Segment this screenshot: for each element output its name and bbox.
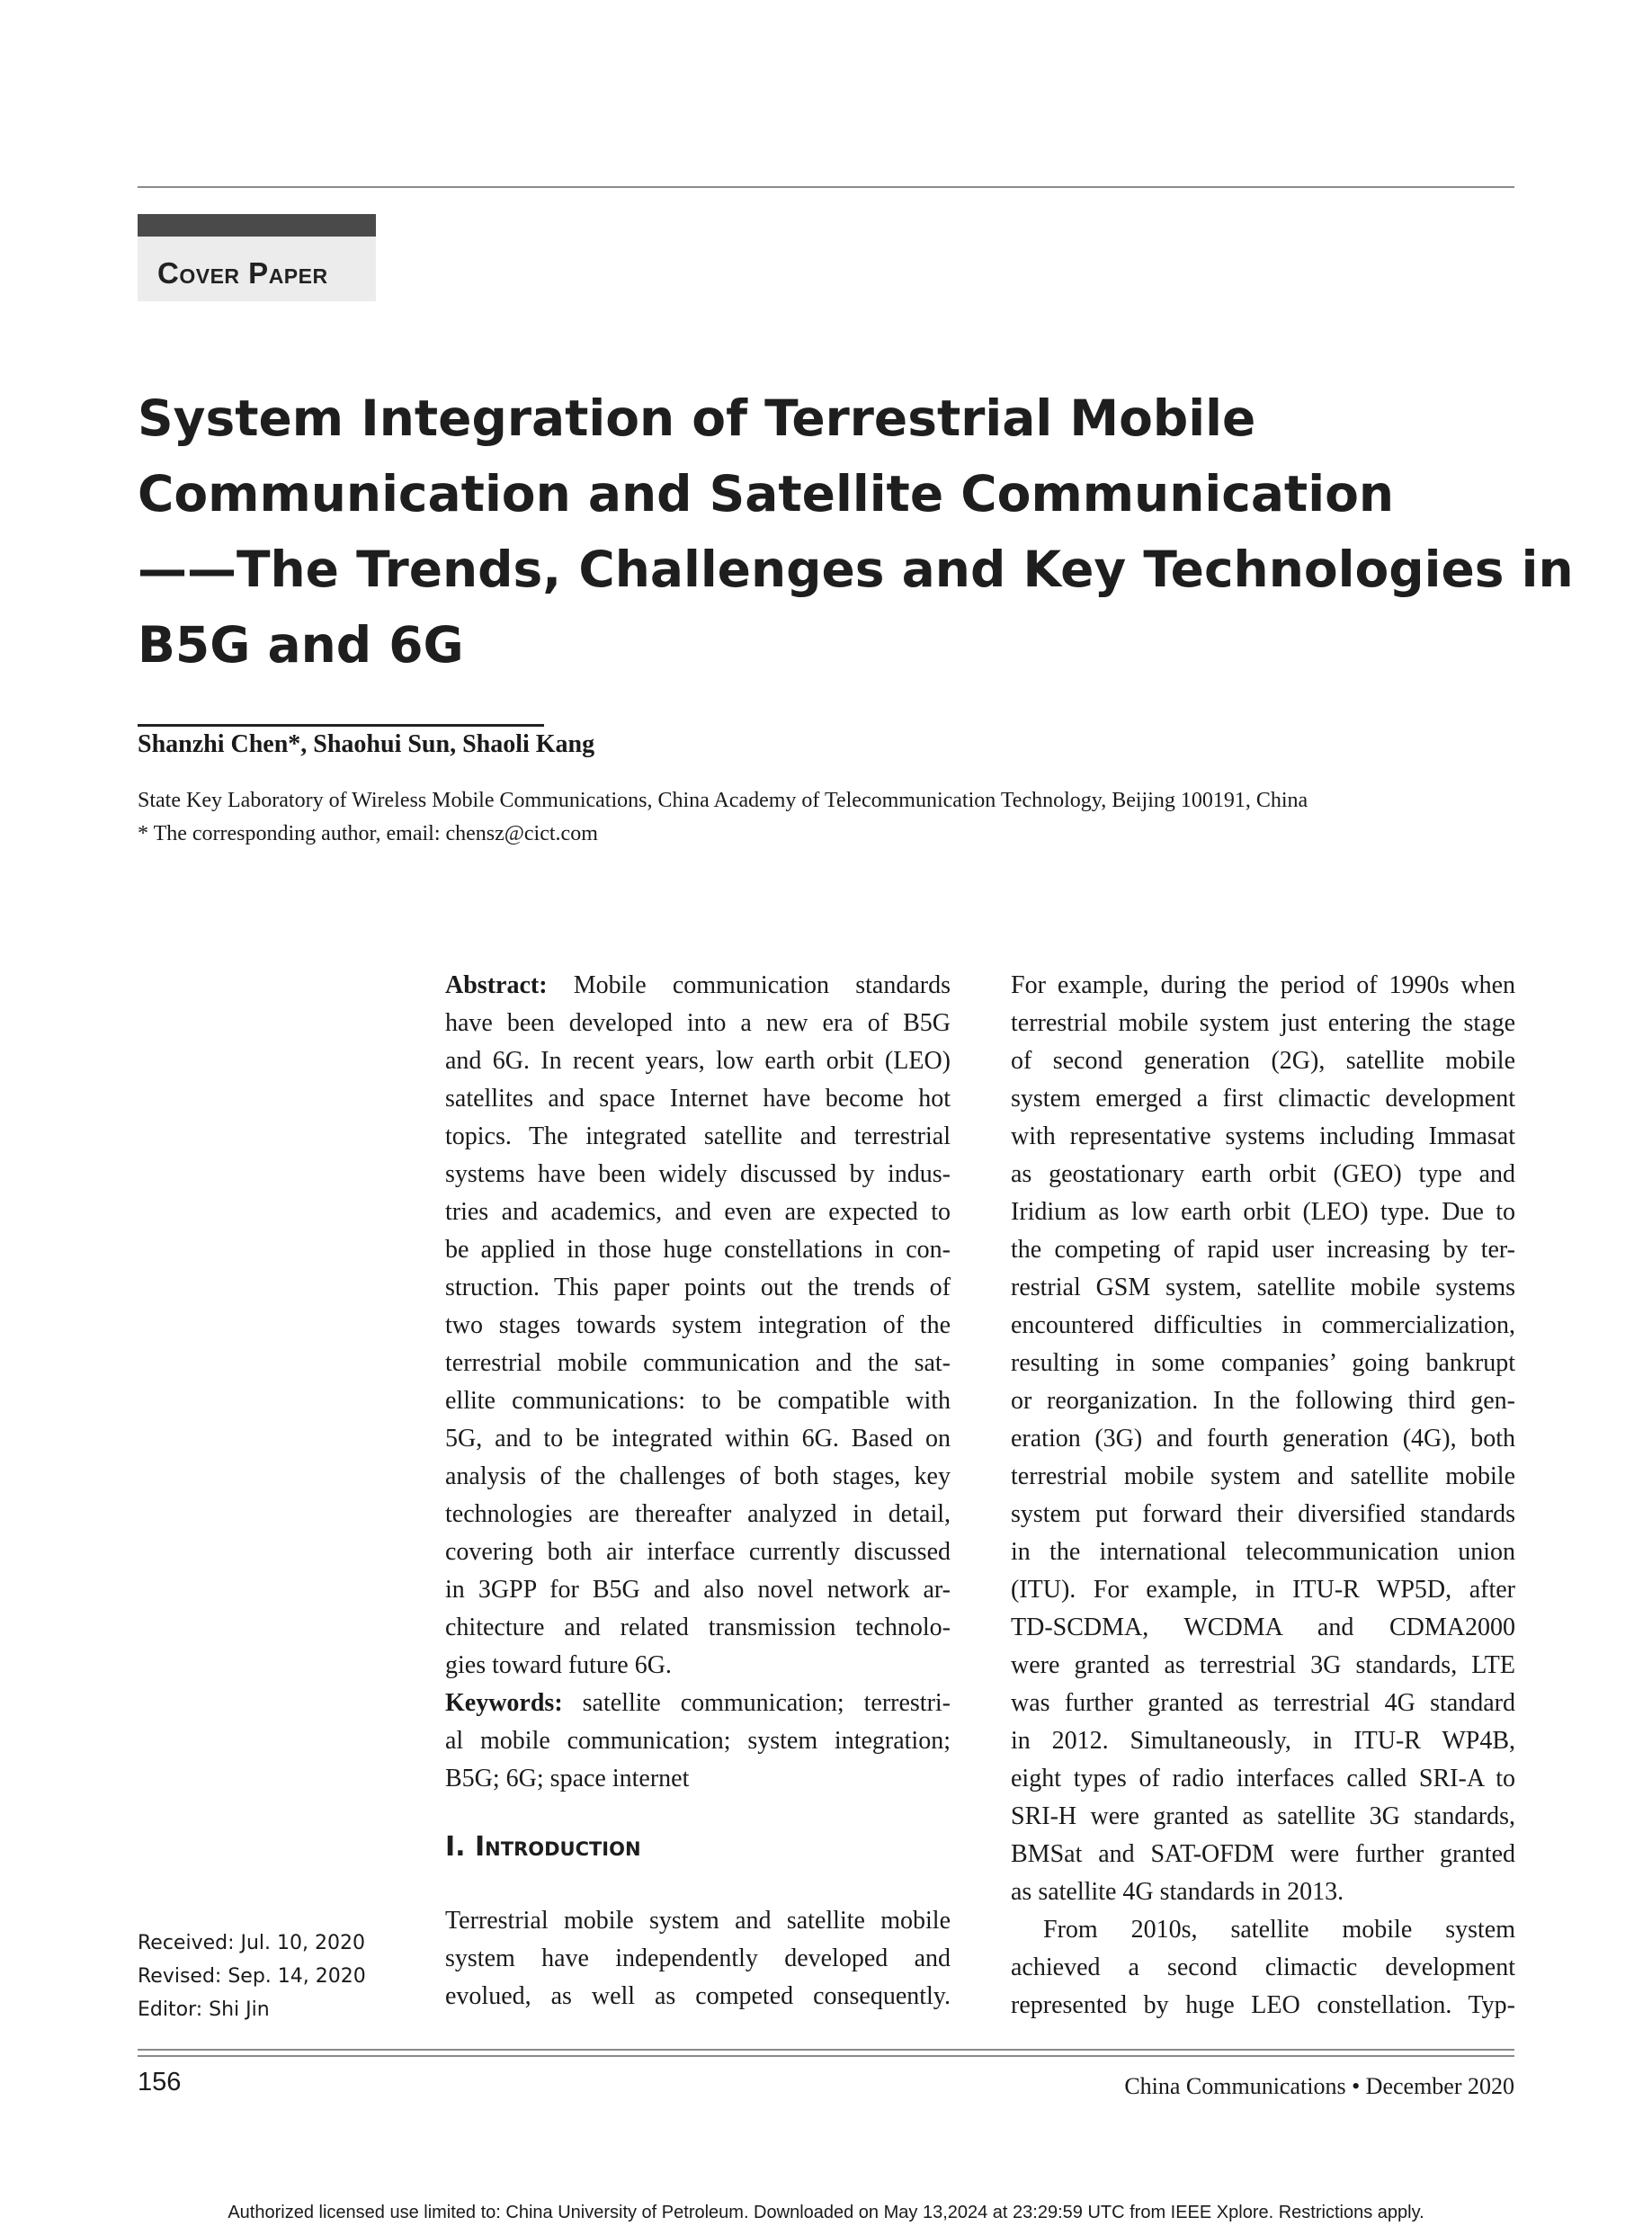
section-tag: Cover Paper (157, 256, 328, 290)
body-line: Iridium as low earth orbit (LEO) type. Due to (1011, 1198, 1515, 1226)
body-line: with representative systems including Immasat (1011, 1122, 1515, 1150)
body-line: system emerged a first climactic development (1011, 1085, 1515, 1113)
body-line: From 2010s, satellite mobile system (1043, 1916, 1515, 1944)
body-line: eration (3G) and fourth generation (4G), both (1011, 1425, 1515, 1453)
author-rule (138, 724, 544, 727)
abstract-line: and 6G. In recent years, low earth orbit (LEO) (445, 1047, 951, 1075)
body-line: represented by huge LEO constellation. Typ- (1011, 1991, 1515, 2019)
intro-paragraph (445, 1902, 951, 2016)
section-heading: I. Introduction (445, 1831, 641, 1863)
abstract-line: Abstract: Mobile communication standards (445, 971, 951, 999)
body-line: terrestrial mobile system just entering the stage (1011, 1009, 1515, 1037)
keywords-line: al mobile communication; system integration; (445, 1727, 951, 1755)
abstract-line: ellite communications: to be compatible with (445, 1387, 951, 1415)
body-line: system put forward their diversified standards (1011, 1500, 1515, 1528)
page-number: 156 (138, 2068, 182, 2096)
abstract-line: have been developed into a new era of B5G (445, 1009, 951, 1037)
body-line: the competing of rapid user increasing by ter- (1011, 1236, 1515, 1264)
license-notice: Authorized licensed use limited to: China University of Petroleum. Downloaded on May 13,2024 at 23:29:59 UTC from IEEE Xplore. Restrictions apply. (228, 2203, 1424, 2222)
title-line: System Integration of Terrestrial Mobile (138, 389, 1256, 447)
affiliation-block (138, 784, 1308, 851)
body-line: restrial GSM system, satellite mobile systems (1011, 1274, 1515, 1301)
title-line: ——The Trends, Challenges and Key Technologies in (138, 541, 1574, 598)
abstract-line: covering both air interface currently discussed (445, 1538, 951, 1566)
paper-title (138, 380, 1574, 683)
right-column (1011, 967, 1515, 2025)
body-line: as geostationary earth orbit (GEO) type and (1011, 1160, 1515, 1188)
revised-date: Revised: Sep. 14, 2020 (138, 1965, 366, 1988)
journal-issue: China Communications • December 2020 (1124, 2073, 1514, 2099)
keywords-line: B5G; 6G; space internet (445, 1765, 690, 1792)
abstract-line: chitecture and related transmission technolo- (445, 1614, 951, 1641)
author-list: Shanzhi Chen*, Shaohui Sun, Shaoli Kang (138, 730, 595, 758)
body-line: BMSat and SAT-OFDM were further granted (1011, 1840, 1515, 1868)
body-line: eight types of radio interfaces called SRI-A to (1011, 1765, 1515, 1792)
body-line: of second generation (2G), satellite mobile (1011, 1047, 1515, 1075)
received-date: Received: Jul. 10, 2020 (138, 1932, 365, 1954)
body-line: resulting in some companies’ going bankrupt (1011, 1349, 1515, 1377)
body-line: TD-SCDMA, WCDMA and CDMA2000 (1011, 1614, 1515, 1641)
abstract-line: systems have been widely discussed by indus- (445, 1160, 951, 1188)
keywords-line: Keywords: satellite communication; terrestri- (445, 1689, 951, 1717)
body-line: was further granted as terrestrial 4G standard (1011, 1689, 1515, 1717)
body-line: encountered difficulties in commercialization, (1011, 1311, 1515, 1339)
abstract-line: two stages towards system integration of the (445, 1311, 951, 1339)
abstract-line: topics. The integrated satellite and terrestrial (445, 1122, 951, 1150)
abstract-line: in 3GPP for B5G and also novel network ar- (445, 1576, 951, 1604)
abstract-line: terrestrial mobile communication and the sat- (445, 1349, 951, 1377)
intro-line: evolued, as well as competed consequently. (445, 1982, 951, 2010)
editor-name: Editor: Shi Jin (138, 1998, 270, 2021)
header-rule (138, 186, 1514, 188)
body-line: in the international telecommunication union (1011, 1538, 1515, 1566)
abstract-column (445, 967, 951, 1798)
abstract-line: gies toward future 6G. (445, 1651, 672, 1679)
abstract-line: analysis of the challenges of both stages, key (445, 1462, 951, 1490)
article-history (138, 1927, 366, 2026)
title-line: B5G and 6G (138, 616, 464, 674)
abstract-line: tries and academics, and even are expected to (445, 1198, 951, 1226)
body-line: SRI-H were granted as satellite 3G standards, (1011, 1802, 1515, 1830)
abstract-line: technologies are thereafter analyzed in detail, (445, 1500, 951, 1528)
footer-rule (138, 2049, 1514, 2051)
abstract-label: Abstract: (445, 971, 548, 999)
body-line: were granted as terrestrial 3G standards, LTE (1011, 1651, 1515, 1679)
abstract-line: struction. This paper points out the trends of (445, 1274, 951, 1301)
keywords-label: Keywords: (445, 1689, 563, 1717)
abstract-line: 5G, and to be integrated within 6G. Based on (445, 1425, 951, 1453)
footer-rule (138, 2055, 1514, 2057)
intro-line: system have independently developed and (445, 1944, 951, 1972)
body-line: in 2012. Simultaneously, in ITU-R WP4B, (1011, 1727, 1515, 1755)
title-line: Communication and Satellite Communication (138, 465, 1395, 523)
section-tag-bar (138, 214, 376, 237)
body-line: as satellite 4G standards in 2013. (1011, 1878, 1344, 1906)
abstract-line: be applied in those huge constellations in con- (445, 1236, 951, 1264)
intro-line: Terrestrial mobile system and satellite mobile (445, 1907, 951, 1935)
body-line: For example, during the period of 1990s when (1011, 971, 1515, 999)
body-line: terrestrial mobile system and satellite mobile (1011, 1462, 1515, 1490)
abstract-line: satellites and space Internet have become hot (445, 1085, 951, 1113)
body-line: or reorganization. In the following third gen- (1011, 1387, 1515, 1415)
affiliation: State Key Laboratory of Wireless Mobile Communications, China Academy of Telecommunication Technology, Beijing 100191, China (138, 789, 1308, 812)
correspondence-note: * The corresponding author, email: chensz@cict.com (138, 822, 598, 845)
body-line: (ITU). For example, in ITU-R WP5D, after (1011, 1576, 1515, 1604)
body-line: achieved a second climactic development (1011, 1953, 1515, 1981)
